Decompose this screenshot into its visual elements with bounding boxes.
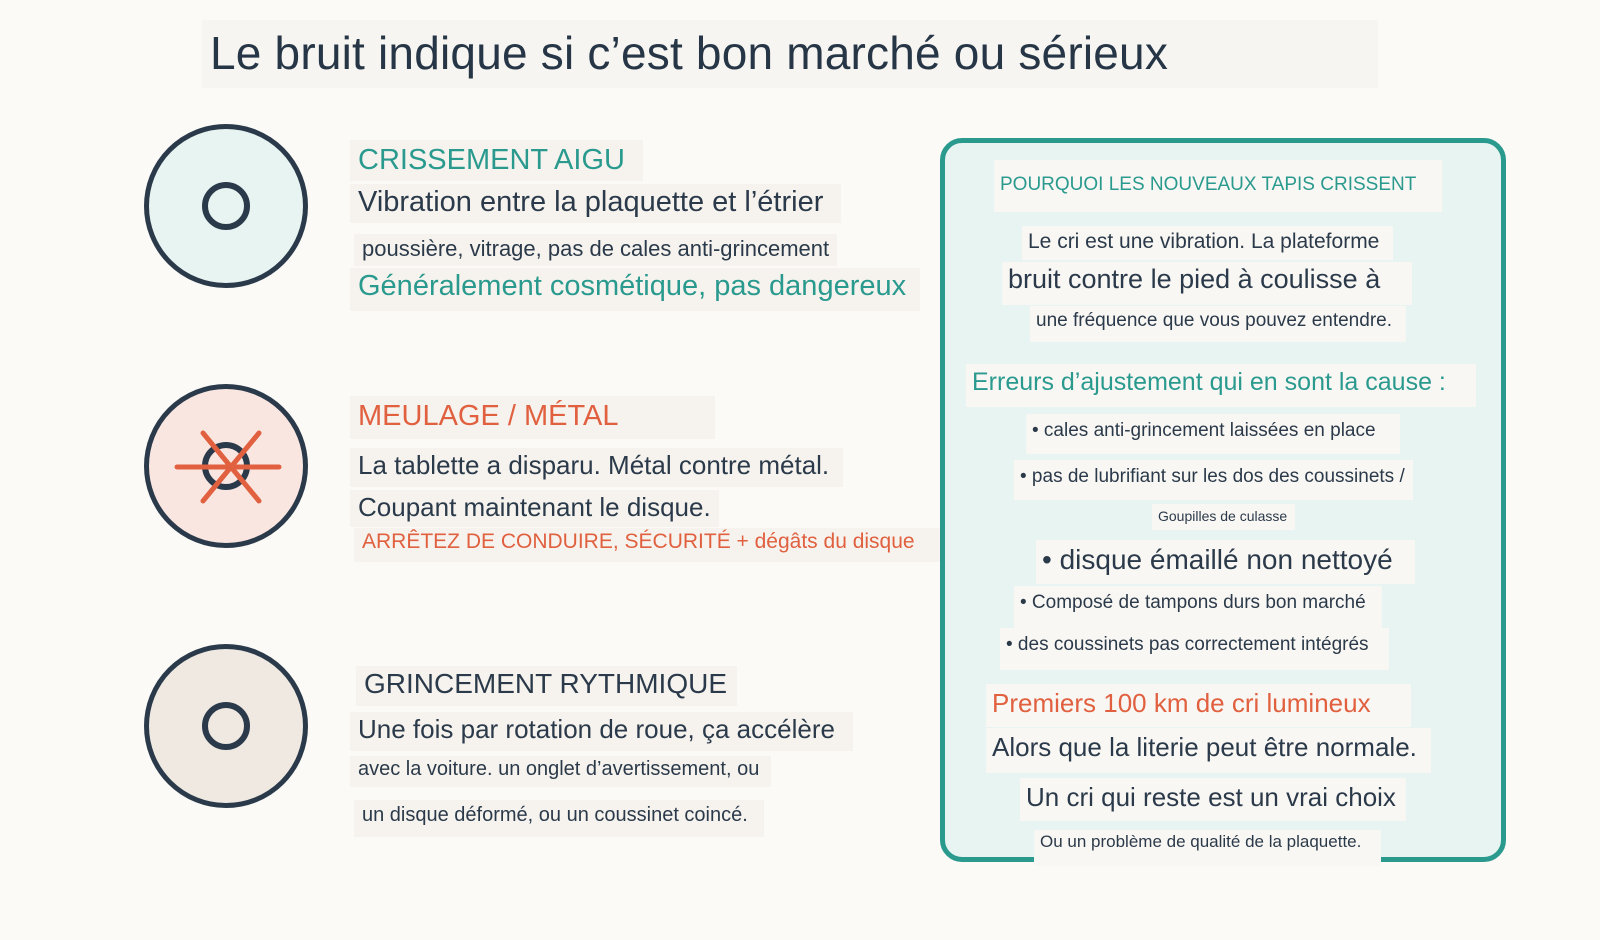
section-2-heading: MEULAGE / MÉTAL [350,396,715,439]
disc-hub [202,702,250,750]
disc-hub [202,182,250,230]
cause-item: • disque émaillé non nettoyé [1036,540,1415,584]
cause-item: Goupilles de culasse [1152,504,1295,530]
section-2-line-3: ARRÊTEZ DE CONDUIRE, SÉCURITÉ + dégâts du disque [354,528,941,562]
panel-note-3: Ou un problème de qualité de la plaquette. [1034,830,1381,866]
panel-note-1: Alors que la literie peut être normale. [986,728,1431,773]
section-1-line-1: Vibration entre la plaquette et l’étrier [350,184,841,223]
section-3-line-2: avec la voiture. un onglet d’avertissement, ou [350,756,771,787]
brake-disc-icon [144,124,308,288]
panel-intro-2: bruit contre le pied à coulisse à [1002,262,1412,305]
cause-item: • pas de lubrifiant sur les dos des coussinets / [1014,460,1413,500]
panel-intro-3: une fréquence que vous pouvez entendre. [1030,306,1406,342]
cause-item: • Composé de tampons durs bon marché [1014,586,1382,628]
cause-item: • cales anti-grincement laissées en place [1026,414,1400,454]
section-1-line-3: Généralement cosmétique, pas dangereux [350,268,920,311]
section-3-line-3: un disque déformé, ou un coussinet coincé. [354,800,764,837]
panel-heading: POURQUOI LES NOUVEAUX TAPIS CRISSENT [994,160,1442,212]
section-1-line-2: poussière, vitrage, pas de cales anti-grincement [354,234,837,266]
brake-disc-icon [144,644,308,808]
section-1-heading: CRISSEMENT AIGU [350,140,643,181]
brake-disc-warning-icon [144,384,308,548]
page-title: Le bruit indique si c’est bon marché ou sérieux [202,20,1378,88]
section-3-line-1: Une fois par rotation de roue, ça accélère [350,712,853,751]
section-2-line-2: Coupant maintenant le disque. [350,490,719,527]
panel-highlight: Premiers 100 km de cri lumineux [986,684,1411,727]
panel-intro-1: Le cri est une vibration. La plateforme [1022,226,1393,260]
panel-causes-heading: Erreurs d’ajustement qui en sont la cause : [966,364,1476,407]
section-2-line-1: La tablette a disparu. Métal contre métal. [350,448,843,487]
cross-icon [149,389,303,543]
panel-note-2: Un cri qui reste est un vrai choix [1020,778,1406,821]
section-3-heading: GRINCEMENT RYTHMIQUE [356,666,737,706]
cause-item: • des coussinets pas correctement intégrés [1000,628,1389,670]
